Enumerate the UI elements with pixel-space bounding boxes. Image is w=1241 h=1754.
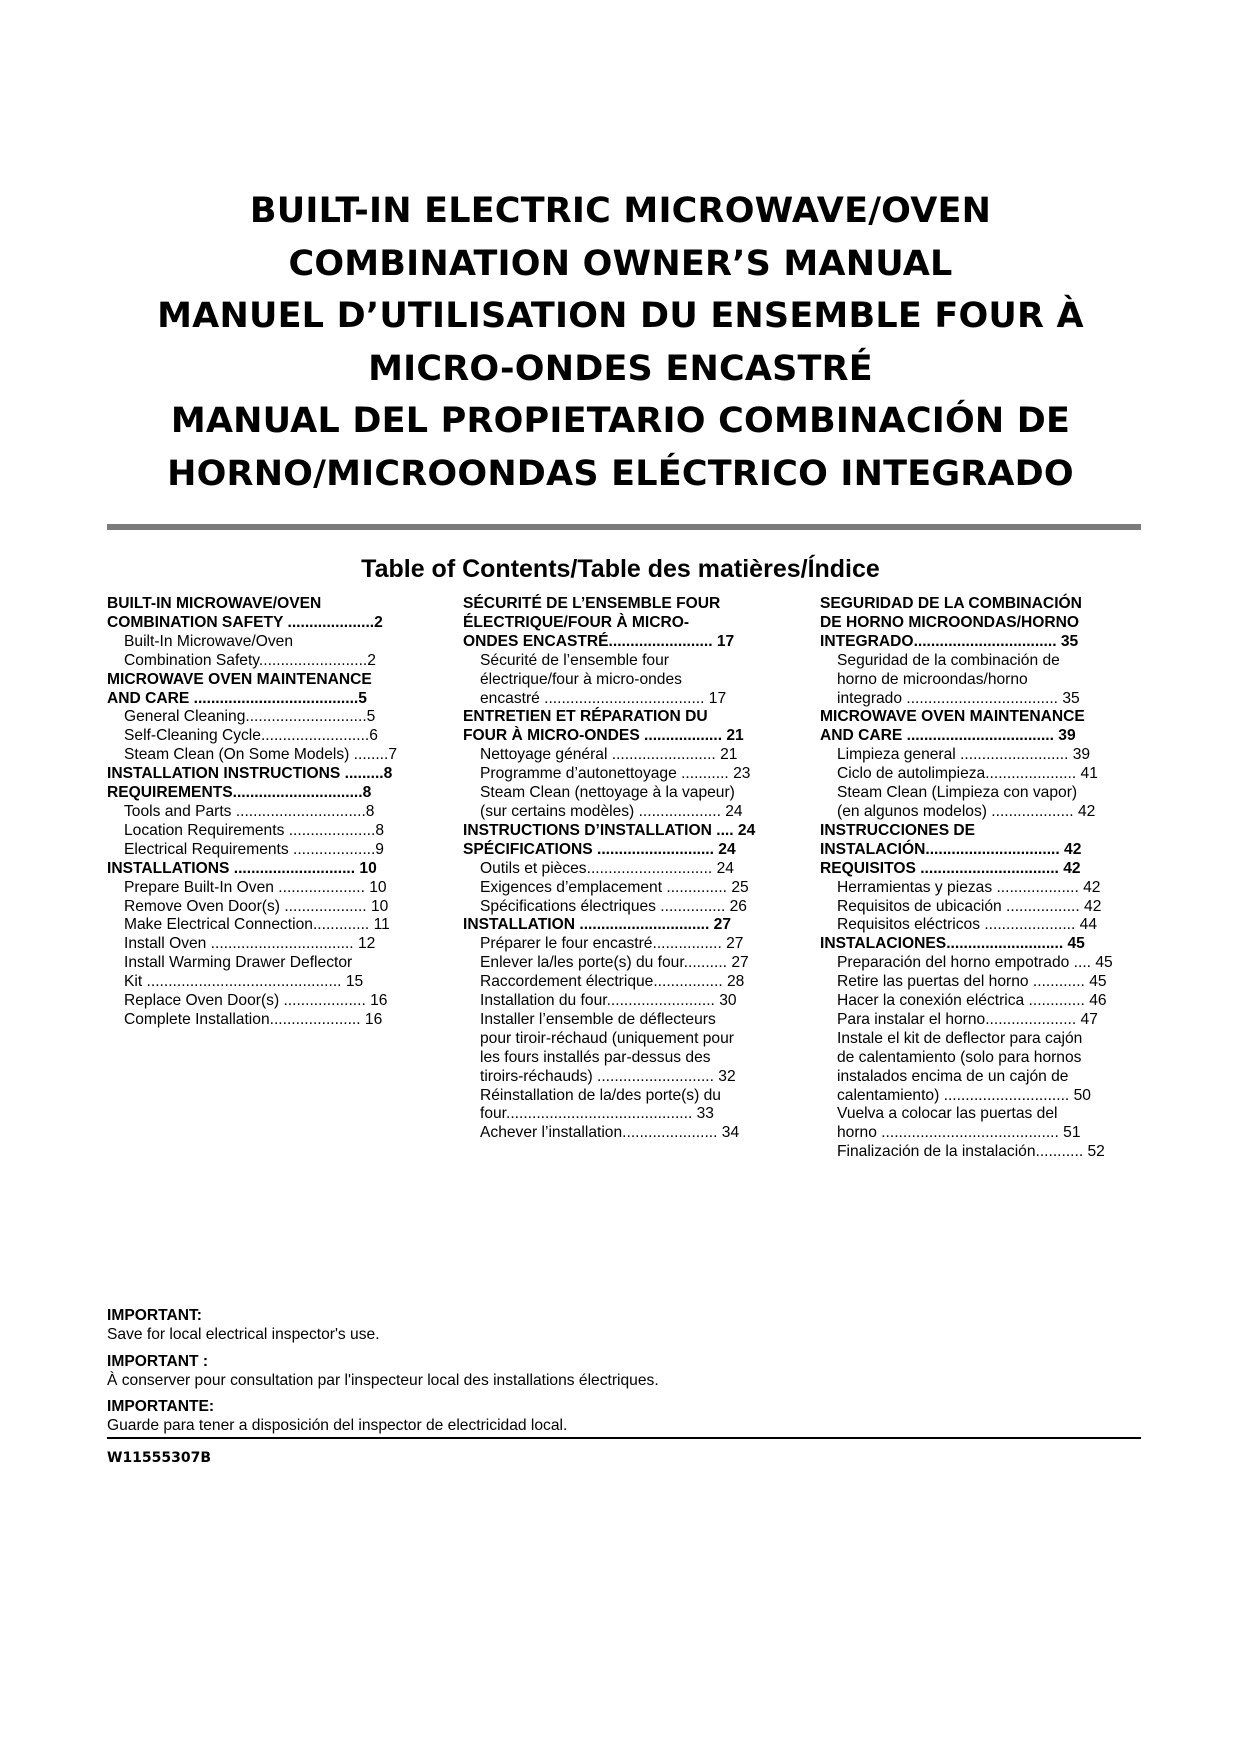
toc-subsection-entry: Replace Oven Door(s) ................... 16 (124, 992, 388, 1010)
toc-subsection-entry: (en algunos modelos) ................... 42 (837, 802, 1096, 820)
note-text: Save for local electrical inspector's use. (107, 1326, 380, 1343)
toc-subsection-entry: Steam Clean (On Some Models) ........7 (124, 746, 397, 764)
toc-section-entry: DE HORNO MICROONDAS/HORNO (820, 613, 1080, 631)
toc-subsection-entry: Herramientas y piezas ................... 42 (837, 878, 1101, 896)
toc-subsection-entry: Kit ............................................. 15 (124, 973, 364, 991)
toc-subsection-entry: Electrical Requirements ...................9 (124, 840, 384, 858)
toc-subsection-entry: Requisitos de ubicación ................. 42 (837, 897, 1102, 915)
toc-subsection-entry: Combination Safety.........................2 (124, 651, 376, 669)
toc-subsection-entry: Remove Oven Door(s) ................... 10 (124, 897, 389, 915)
note-text: À conserver pour consultation par l'inspecteur local des installations électriques. (107, 1371, 659, 1389)
title-line: MICRO-ONDES ENCASTRÉ (368, 348, 873, 389)
title-line: MANUEL D’UTILISATION DU ENSEMBLE FOUR À (157, 296, 1084, 336)
toc-section-entry: INSTALACIÓN............................... 42 (820, 840, 1082, 858)
toc-subsection-entry: Retire las puertas del horno ............ 45 (837, 973, 1107, 991)
title-line: COMBINATION OWNER’S MANUAL (288, 243, 953, 284)
toc-heading: Table of Contents/Table des matières/Índice (361, 555, 880, 583)
toc-subsection-entry: Install Oven ................................. 12 (124, 935, 376, 953)
toc-subsection-entry: Location Requirements ....................8 (124, 821, 385, 839)
toc-subsection-entry: four........................................... 33 (480, 1105, 714, 1123)
toc-section-entry: BUILT-IN MICROWAVE/OVEN (107, 595, 322, 612)
toc-subsection-entry: General Cleaning............................5 (124, 708, 376, 726)
toc-section-entry: REQUISITOS ................................ 42 (820, 859, 1081, 877)
toc-section-entry: COMBINATION SAFETY ....................2 (107, 613, 383, 631)
toc-subsection-entry: Achever l’installation...................... 34 (480, 1124, 740, 1142)
important-note-english (107, 1306, 1141, 1344)
toc-subsection-entry: Réinstallation de la/des porte(s) du (480, 1086, 721, 1104)
toc-subsection-entry: horno ......................................... 51 (837, 1124, 1081, 1142)
note-text: Guarde para tener a disposición del inspector de electricidad local. (107, 1417, 568, 1434)
toc-subsection-entry: encastré ..................................... 17 (480, 689, 727, 707)
toc-subsection-entry: Steam Clean (Limpieza con vapor) (837, 784, 1078, 802)
toc-subsection-entry: Nettoyage général ........................ 21 (480, 746, 738, 764)
toc-section-entry: INSTRUCTIONS D’INSTALLATION .... 24 (463, 821, 756, 839)
toc-subsection-entry: Requisitos eléctricos ..................... 44 (837, 916, 1097, 934)
toc-subsection-entry: Self-Cleaning Cycle.........................6 (124, 727, 378, 745)
toc-subsection-entry: les fours installés par-dessus des (480, 1048, 711, 1066)
toc-subsection-entry: Préparer le four encastré................ 27 (480, 935, 744, 953)
toc-section-entry: INSTALLATION INSTRUCTIONS .........8 (107, 765, 393, 783)
toc-subsection-entry: Spécifications électriques ............... 26 (480, 897, 747, 915)
toc-subsection-entry: de calentamiento (solo para hornos (837, 1048, 1082, 1066)
toc-subsection-entry: Sécurité de l’ensemble four (480, 651, 669, 669)
important-note-french (107, 1352, 1141, 1390)
toc-section-entry: INSTRUCCIONES DE (820, 821, 976, 839)
document-number: W11555307B (107, 1450, 212, 1466)
title-line: HORNO/MICROONDAS ELÉCTRICO INTEGRADO (167, 453, 1074, 494)
toc-subsection-entry: Limpieza general ......................... 39 (837, 746, 1091, 764)
toc-subsection-entry: Built-In Microwave/Oven (124, 632, 293, 650)
toc-subsection-entry: calentamiento) ............................. 50 (837, 1086, 1091, 1104)
toc-subsection-entry: Ciclo de autolimpieza..................... 41 (837, 765, 1098, 783)
toc-section-entry: MICROWAVE OVEN MAINTENANCE (107, 670, 372, 688)
toc-subsection-entry: Tools and Parts ..............................8 (124, 802, 375, 820)
toc-subsection-entry: électrique/four à micro-ondes (480, 670, 682, 688)
toc-subsection-entry: horno de microondas/horno (837, 670, 1028, 688)
toc-section-entry: AND CARE ......................................5 (107, 689, 367, 707)
toc-section-entry: SEGURIDAD DE LA COMBINACIÓN (820, 595, 1082, 612)
toc-section-entry: INSTALACIONES........................... 45 (820, 935, 1085, 953)
toc-subsection-entry: Installation du four......................... 30 (480, 992, 737, 1010)
toc-section-entry: MICROWAVE OVEN MAINTENANCE (820, 708, 1085, 726)
toc-subsection-entry: Preparación del horno empotrado .... 45 (837, 954, 1113, 972)
toc-section-entry: ONDES ENCASTRÉ........................ 17 (463, 632, 735, 650)
toc-subsection-entry: Para instalar el horno..................... 47 (837, 1010, 1098, 1028)
title-line: MANUAL DEL PROPIETARIO COMBINACIÓN DE (170, 401, 1071, 441)
toc-subsection-entry: Outils et pièces............................. 24 (480, 859, 734, 877)
important-note-spanish (107, 1397, 1141, 1435)
toc-subsection-entry: integrado ................................... 35 (837, 689, 1080, 707)
toc-subsection-entry: instalados encima de un cajón de (837, 1067, 1069, 1085)
toc-subsection-entry: Prepare Built-In Oven .................... 10 (124, 878, 387, 896)
toc-column-spanish (820, 595, 1140, 1162)
title-divider (107, 524, 1141, 530)
toc-section-entry: SPÉCIFICATIONS ........................... 24 (463, 840, 736, 858)
title-line: BUILT-IN ELECTRIC MICROWAVE/OVEN (249, 191, 992, 231)
toc-subsection-entry: Hacer la conexión eléctrica ............. 46 (837, 992, 1107, 1010)
toc-section-entry: INSTALLATION .............................. 27 (463, 916, 732, 934)
toc-section-entry: FOUR À MICRO-ONDES .................. 21 (463, 727, 744, 745)
note-label: IMPORTANTE: (107, 1398, 215, 1415)
note-label: IMPORTANT : (107, 1352, 209, 1370)
manual-title (100, 185, 1141, 500)
toc-section-entry: ÉLECTRIQUE/FOUR À MICRO- (463, 613, 690, 631)
toc-subsection-entry: Finalización de la instalación........... 52 (837, 1143, 1105, 1161)
toc-column-english (107, 595, 427, 1030)
toc-section-entry: ENTRETIEN ET RÉPARATION DU (463, 708, 708, 726)
toc-subsection-entry: Instale el kit de deflector para cajón (837, 1029, 1083, 1047)
toc-column-french (463, 595, 783, 1143)
toc-subsection-entry: Raccordement électrique................ 28 (480, 973, 745, 991)
toc-section-entry: REQUIREMENTS..............................8 (107, 784, 372, 802)
toc-subsection-entry: Install Warming Drawer Deflector (124, 954, 353, 972)
toc-subsection-entry: Make Electrical Connection............. 11 (124, 916, 390, 934)
toc-subsection-entry: Vuelva a colocar las puertas del (837, 1105, 1058, 1123)
toc-section-entry: SÉCURITÉ DE L’ENSEMBLE FOUR (463, 595, 721, 612)
toc-subsection-entry: (sur certains modèles) ................... 24 (480, 802, 743, 820)
toc-subsection-entry: Complete Installation..................... 16 (124, 1010, 383, 1028)
toc-section-entry: AND CARE .................................. 39 (820, 727, 1076, 745)
footer-divider (107, 1437, 1141, 1439)
toc-subsection-entry: pour tiroir-réchaud (uniquement pour (480, 1029, 734, 1047)
toc-subsection-entry: Programme d’autonettoyage ........... 23 (480, 765, 751, 783)
toc-subsection-entry: tiroirs-réchauds) ........................... 32 (480, 1067, 736, 1085)
toc-subsection-entry: Exigences d’emplacement .............. 25 (480, 878, 749, 896)
toc-subsection-entry: Seguridad de la combinación de (837, 651, 1060, 669)
important-notes (107, 1306, 1141, 1443)
toc-subsection-entry: Installer l’ensemble de déflecteurs (480, 1010, 716, 1028)
toc-subsection-entry: Steam Clean (nettoyage à la vapeur) (480, 784, 735, 802)
note-label: IMPORTANT: (107, 1307, 202, 1324)
toc-subsection-entry: Enlever la/les porte(s) du four.......... 27 (480, 954, 749, 972)
toc-section-entry: INSTALLATIONS ............................ 10 (107, 859, 377, 877)
toc-section-entry: INTEGRADO................................. 35 (820, 632, 1079, 650)
